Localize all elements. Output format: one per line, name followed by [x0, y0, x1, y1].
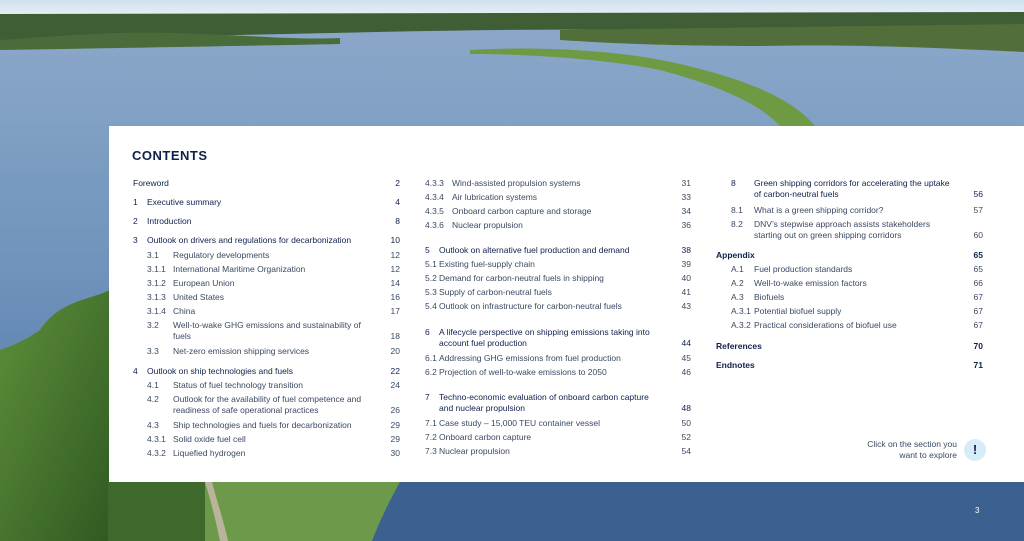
toc-entry-page: 67	[973, 292, 983, 302]
toc-entry-label: Projection of well-to-wake emissions to 2050	[439, 367, 607, 377]
toc-entry-page: 29	[390, 420, 400, 430]
page-title: CONTENTS	[132, 148, 208, 163]
toc-entry-page: 60	[973, 229, 983, 240]
toc-entry-page: 52	[681, 432, 691, 442]
toc-entry-number: 6	[425, 327, 430, 337]
toc-entry[interactable]	[425, 259, 691, 270]
toc-entry[interactable]	[133, 306, 400, 317]
toc-entry-page: 22	[390, 366, 400, 376]
toc-entry-page: 44	[681, 337, 691, 348]
toc-entry[interactable]	[425, 353, 691, 364]
toc-entry-number: 7.3	[425, 446, 437, 456]
toc-entry-label: Solid oxide fuel cell	[173, 434, 246, 444]
toc-entry[interactable]	[425, 220, 691, 231]
toc-entry[interactable]	[133, 420, 400, 431]
toc-entry-label: International Maritime Organization	[173, 264, 306, 274]
toc-entry[interactable]	[716, 320, 983, 331]
toc-entry-page: 65	[973, 250, 983, 260]
toc-entry-number: 2	[133, 216, 138, 226]
toc-entry[interactable]	[133, 292, 400, 303]
toc-entry-number: 3.1	[147, 250, 159, 260]
toc-entry-page: 26	[390, 404, 400, 415]
toc-entry-label: Outlook on drivers and regulations for decarbonization	[147, 235, 352, 245]
toc-entry-number: 4.3.5	[425, 206, 444, 216]
toc-entry[interactable]	[716, 278, 983, 289]
toc-entry-page: 39	[681, 259, 691, 269]
toc-entry[interactable]	[133, 366, 400, 377]
toc-entry-label: United States	[173, 292, 225, 302]
toc-entry[interactable]	[133, 250, 400, 261]
toc-entry-label: Techno-economic evaluation of onboard carbon capture and nuclear propulsion	[439, 392, 649, 413]
toc-entry-number: 3.1.2	[147, 278, 166, 288]
toc-entry[interactable]	[716, 306, 983, 317]
toc-entry-page: 12	[390, 264, 400, 274]
toc-entry-number: 1	[133, 197, 138, 207]
toc-entry-page: 65	[973, 264, 983, 274]
toc-entry-page: 38	[681, 245, 691, 255]
toc-entry-number: 7.2	[425, 432, 437, 442]
toc-entry-page: 10	[390, 235, 400, 245]
toc-entry-page: 46	[681, 367, 691, 377]
toc-entry-number: A.3.2	[731, 320, 751, 330]
toc-entry-label: Ship technologies and fuels for decarbonization	[173, 420, 352, 430]
toc-entry-label: Liquefied hydrogen	[173, 448, 246, 458]
toc-entry-number: 8.1	[731, 205, 743, 215]
toc-entry-page: 34	[681, 206, 691, 216]
toc-entry-page: 8	[395, 216, 400, 226]
toc-entry-number: 3.1.3	[147, 292, 166, 302]
toc-entry-page: 33	[681, 192, 691, 202]
toc-entry-label: Green shipping corridors for accelerating the uptake of carbon-neutral fuels	[754, 178, 950, 199]
toc-entry[interactable]	[425, 206, 691, 217]
toc-entry-label: China	[173, 306, 196, 316]
toc-entry-page: 43	[681, 301, 691, 311]
toc-entry-number: 3	[133, 235, 138, 245]
toc-entry-number: 8	[731, 178, 736, 188]
toc-entry[interactable]	[425, 245, 691, 256]
toc-entry[interactable]	[133, 346, 400, 357]
toc-entry-page: 24	[390, 380, 400, 390]
toc-entry[interactable]	[133, 394, 400, 415]
toc-entry[interactable]	[425, 178, 691, 189]
toc-entry-page: 20	[390, 346, 400, 356]
toc-entry[interactable]	[425, 418, 691, 429]
toc-entry[interactable]	[133, 197, 400, 208]
toc-entry-label: Executive summary	[147, 197, 222, 207]
info-icon: !	[964, 439, 986, 461]
toc-entry-label: A lifecycle perspective on shipping emissions taking into account fuel production	[439, 327, 650, 348]
toc-entry[interactable]	[425, 287, 691, 298]
toc-entry[interactable]	[133, 216, 400, 227]
toc-entry[interactable]	[425, 192, 691, 203]
toc-entry-number: 5	[425, 245, 430, 255]
toc-entry-number: A.3.1	[731, 306, 751, 316]
toc-entry-page: 41	[681, 287, 691, 297]
toc-entry-number: 5.2	[425, 273, 437, 283]
toc-entry-label: Outlook on infrastructure for carbon-neutral fuels	[439, 301, 622, 311]
toc-entry-label: Addressing GHG emissions from fuel production	[439, 353, 621, 363]
toc-entry-label: European Union	[173, 278, 235, 288]
toc-entry-page: 50	[681, 418, 691, 428]
contents-panel	[109, 126, 1024, 482]
toc-entry[interactable]	[133, 264, 400, 275]
toc-entry-number: 4.3	[147, 420, 159, 430]
toc-entry-number: 4.3.3	[425, 178, 444, 188]
toc-entry-number: 4	[133, 366, 138, 376]
toc-entry-number: 4.3.2	[147, 448, 166, 458]
toc-entry-number: 4.1	[147, 380, 159, 390]
toc-entry-label: Foreword	[133, 178, 169, 188]
toc-entry[interactable]	[425, 273, 691, 284]
toc-entry-number: 3.1.4	[147, 306, 166, 316]
toc-entry[interactable]	[716, 250, 983, 261]
toc-entry-label: Existing fuel-supply chain	[439, 259, 535, 269]
toc-entry-page: 57	[973, 205, 983, 215]
toc-entry-page: 70	[973, 341, 983, 351]
toc-entry-page: 71	[973, 360, 983, 370]
toc-entry-page: 45	[681, 353, 691, 363]
toc-entry-label: Outlook on alternative fuel production and demand	[439, 245, 630, 255]
toc-entry[interactable]	[133, 434, 400, 445]
toc-entry[interactable]	[716, 264, 983, 275]
toc-entry-label: Air lubrication systems	[452, 192, 538, 202]
toc-entry-label: Nuclear propulsion	[439, 446, 510, 456]
toc-entry[interactable]	[425, 327, 691, 348]
toc-entry[interactable]	[716, 341, 983, 352]
toc-entry-page: 17	[390, 306, 400, 316]
toc-entry-page: 67	[973, 320, 983, 330]
toc-entry-label: Nuclear propulsion	[452, 220, 523, 230]
toc-entry-label: Status of fuel technology transition	[173, 380, 303, 390]
toc-entry-number: 3.1.1	[147, 264, 166, 274]
toc-entry-label: Outlook on ship technologies and fuels	[147, 366, 294, 376]
toc-entry-number: A.1	[731, 264, 744, 274]
toc-entry[interactable]	[133, 278, 400, 289]
toc-entry-label: DNV’s stepwise approach assists stakeholders starting out on green shipping corridors	[754, 219, 931, 240]
toc-entry-label: Well-to-wake emission factors	[754, 278, 867, 288]
toc-entry-page: 16	[390, 292, 400, 302]
toc-entry[interactable]	[425, 432, 691, 443]
toc-entry-label: Fuel production standards	[754, 264, 853, 274]
toc-entry[interactable]	[425, 392, 691, 413]
toc-entry-label: Regulatory developments	[173, 250, 270, 260]
toc-entry-page: 36	[681, 220, 691, 230]
explore-hint-text: Click on the section you want to explore	[867, 439, 957, 460]
toc-entry-page: 31	[681, 178, 691, 188]
toc-entry[interactable]	[425, 446, 691, 457]
toc-entry-number: A.3	[731, 292, 744, 302]
toc-entry-label: Introduction	[147, 216, 192, 226]
toc-entry-page: 67	[973, 306, 983, 316]
toc-entry-number: 5.4	[425, 301, 437, 311]
toc-entry-page: 14	[390, 278, 400, 288]
toc-entry-page: 18	[390, 330, 400, 341]
toc-entry-label: What is a green shipping corridor?	[754, 205, 884, 215]
toc-entry[interactable]	[716, 219, 983, 240]
toc-entry[interactable]	[133, 320, 400, 341]
toc-entry-number: 7	[425, 392, 430, 402]
toc-entry-label: Wind-assisted propulsion systems	[452, 178, 581, 188]
toc-entry[interactable]	[133, 235, 400, 246]
toc-entry-label: Practical considerations of biofuel use	[754, 320, 897, 330]
toc-entry[interactable]	[133, 448, 400, 459]
toc-entry-page: 29	[390, 434, 400, 444]
toc-entry-page: 2	[395, 178, 400, 188]
toc-entry[interactable]	[716, 292, 983, 303]
toc-entry-label: Appendix	[716, 250, 755, 260]
toc-entry-number: 7.1	[425, 418, 437, 428]
toc-entry-page: 30	[390, 448, 400, 458]
toc-entry-number: 6.2	[425, 367, 437, 377]
toc-entry-label: Endnotes	[716, 360, 755, 370]
toc-entry-label: Demand for carbon-neutral fuels in shipping	[439, 273, 604, 283]
toc-entry-number: 4.2	[147, 394, 159, 404]
toc-entry-number: 8.2	[731, 219, 743, 229]
toc-entry-label: Onboard carbon capture and storage	[452, 206, 592, 216]
toc-entry-page: 40	[681, 273, 691, 283]
toc-entry-page: 4	[395, 197, 400, 207]
toc-entry[interactable]	[133, 380, 400, 391]
toc-entry-number: 5.1	[425, 259, 437, 269]
toc-entry[interactable]	[425, 301, 691, 312]
toc-entry-page: 56	[973, 188, 983, 199]
toc-entry-number: 5.3	[425, 287, 437, 297]
toc-entry[interactable]	[425, 367, 691, 378]
toc-entry-page: 54	[681, 446, 691, 456]
toc-entry-number: 3.2	[147, 320, 159, 330]
toc-entry-number: 4.3.1	[147, 434, 166, 444]
toc-entry[interactable]	[133, 178, 400, 189]
toc-entry-page: 48	[681, 402, 691, 413]
toc-entry-label: Biofuels	[754, 292, 785, 302]
page-number: 3	[975, 506, 980, 515]
toc-entry-label: Outlook for the availability of fuel competence and readiness of safe operational practices	[173, 394, 362, 415]
toc-entry-label: Potential biofuel supply	[754, 306, 842, 316]
toc-entry[interactable]	[716, 360, 983, 371]
toc-entry[interactable]	[716, 178, 983, 199]
toc-entry-number: A.2	[731, 278, 744, 288]
toc-entry-label: Case study – 15,000 TEU container vessel	[439, 418, 600, 428]
toc-entry-label: Supply of carbon-neutral fuels	[439, 287, 552, 297]
toc-entry-label: Net-zero emission shipping services	[173, 346, 310, 356]
toc-entry-label: Onboard carbon capture	[439, 432, 532, 442]
toc-entry[interactable]	[716, 205, 983, 216]
toc-entry-number: 4.3.6	[425, 220, 444, 230]
toc-entry-page: 66	[973, 278, 983, 288]
toc-entry-number: 4.3.4	[425, 192, 444, 202]
toc-entry-number: 3.3	[147, 346, 159, 356]
toc-entry-number: 6.1	[425, 353, 437, 363]
toc-entry-page: 12	[390, 250, 400, 260]
toc-entry-label: References	[716, 341, 762, 351]
toc-entry-label: Well-to-wake GHG emissions and sustainability of fuels	[173, 320, 361, 341]
